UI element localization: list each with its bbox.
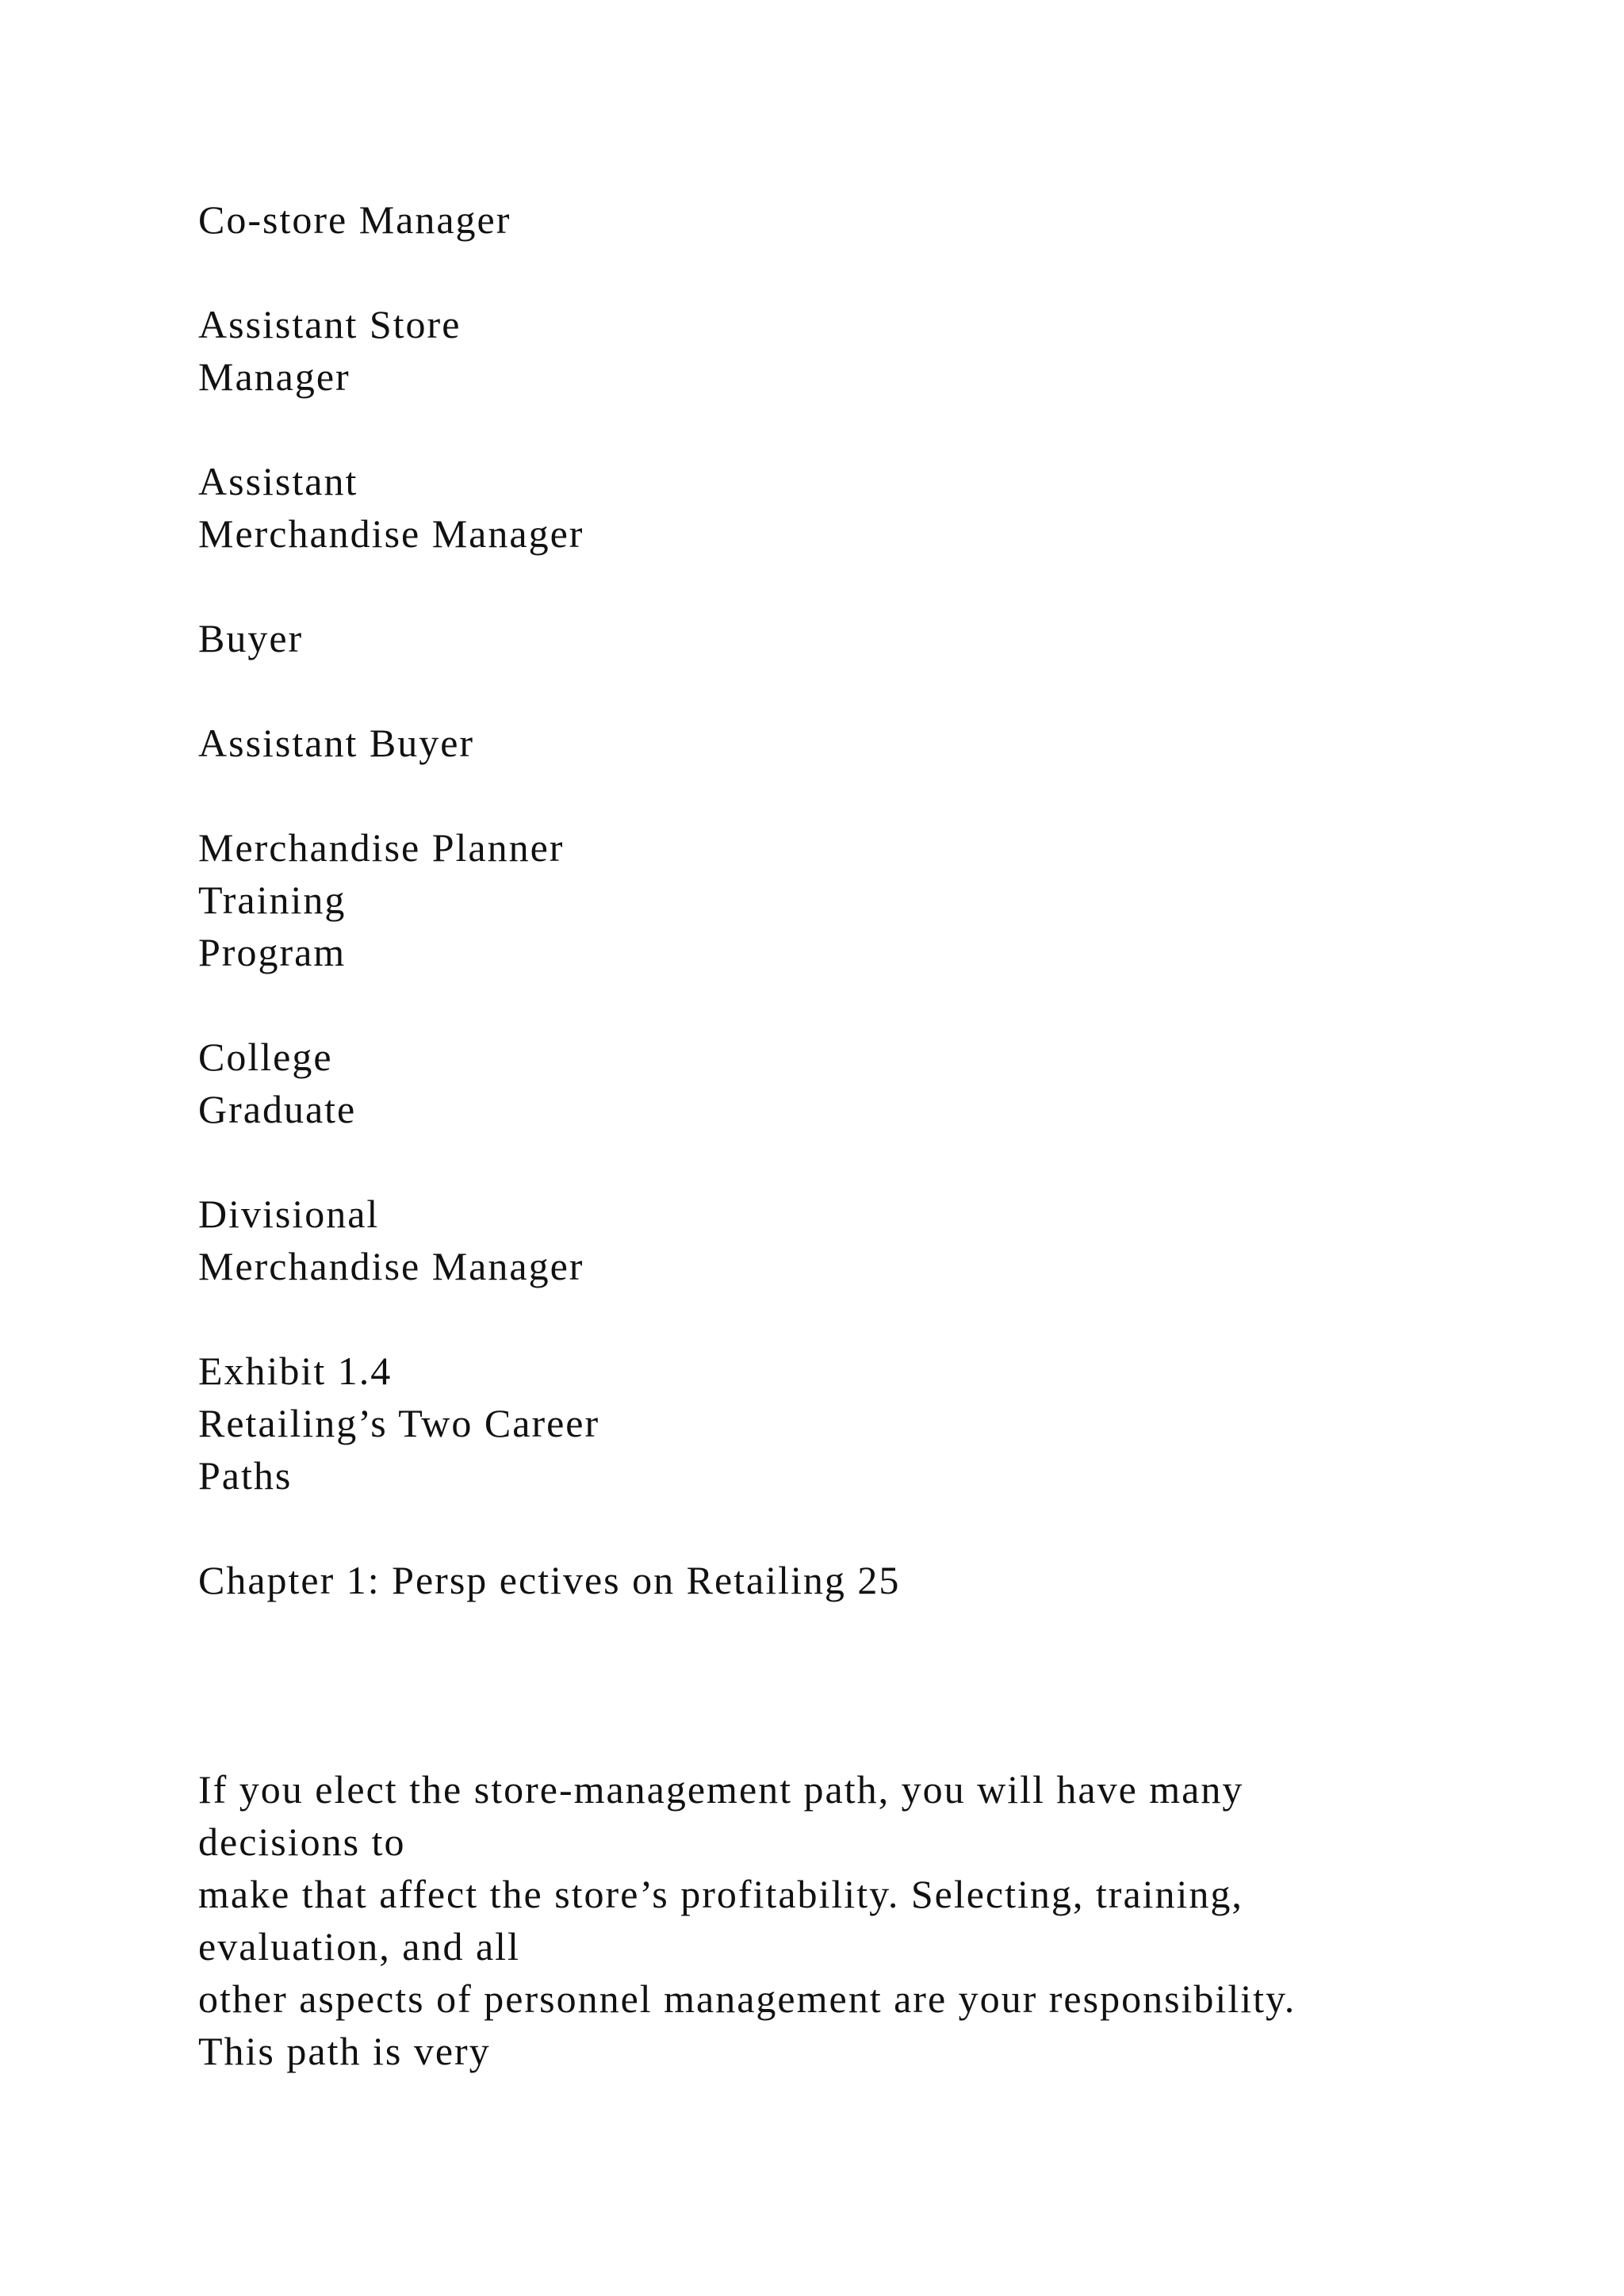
spacer: [198, 1659, 1546, 1763]
text-line: other aspects of personnel management are your responsibility.: [198, 1976, 1297, 2021]
text-line: Program: [198, 930, 347, 974]
text-line: make that affect the store’s profitability. Selecting, training,: [198, 1872, 1243, 1916]
text-line: Divisional: [198, 1192, 380, 1236]
label-merchandise-planner: [198, 821, 1546, 978]
text-line: Merchandise Planner: [198, 825, 565, 870]
text-line: Exhibit 1.4: [198, 1349, 393, 1393]
text-line: If you elect the store-management path, you will have many: [198, 1767, 1244, 1812]
text-line: evaluation, and all: [198, 1924, 520, 1969]
text-line: Paths: [198, 1453, 293, 1498]
text-line: Merchandise Manager: [198, 511, 584, 556]
text-line: Graduate: [198, 1087, 357, 1131]
label-co-store-manager: [198, 193, 1546, 246]
text-line: College: [198, 1035, 333, 1079]
text-line: Manager: [198, 354, 350, 399]
text-line: Chapter 1: Persp ectives on Retailing 25: [198, 1558, 901, 1602]
text-line: Merchandise Manager: [198, 1244, 584, 1288]
document-text: [198, 193, 1546, 2130]
running-footer: [198, 1554, 1546, 1606]
exhibit-caption: [198, 1345, 1546, 1502]
label-buyer: [198, 612, 1546, 664]
label-assistant-merchandise-manager: [198, 455, 1546, 560]
label-assistant-buyer: [198, 717, 1546, 769]
label-assistant-store-manager: [198, 298, 1546, 403]
text-line: Assistant: [198, 459, 358, 503]
text-line: This path is very: [198, 2029, 491, 2073]
text-line: Assistant Store: [198, 302, 462, 346]
text-line: Assistant Buyer: [198, 721, 475, 765]
text-line: Training: [198, 878, 347, 922]
label-college-graduate: [198, 1031, 1546, 1135]
text-line: Retailing’s Two Career: [198, 1401, 600, 1445]
text-line: Co-store Manager: [198, 197, 511, 242]
text-line: decisions to: [198, 1820, 406, 1864]
text-line: Buyer: [198, 616, 304, 660]
label-divisional-merchandise-manager: [198, 1188, 1546, 1292]
body-paragraph: [198, 1763, 1546, 2077]
